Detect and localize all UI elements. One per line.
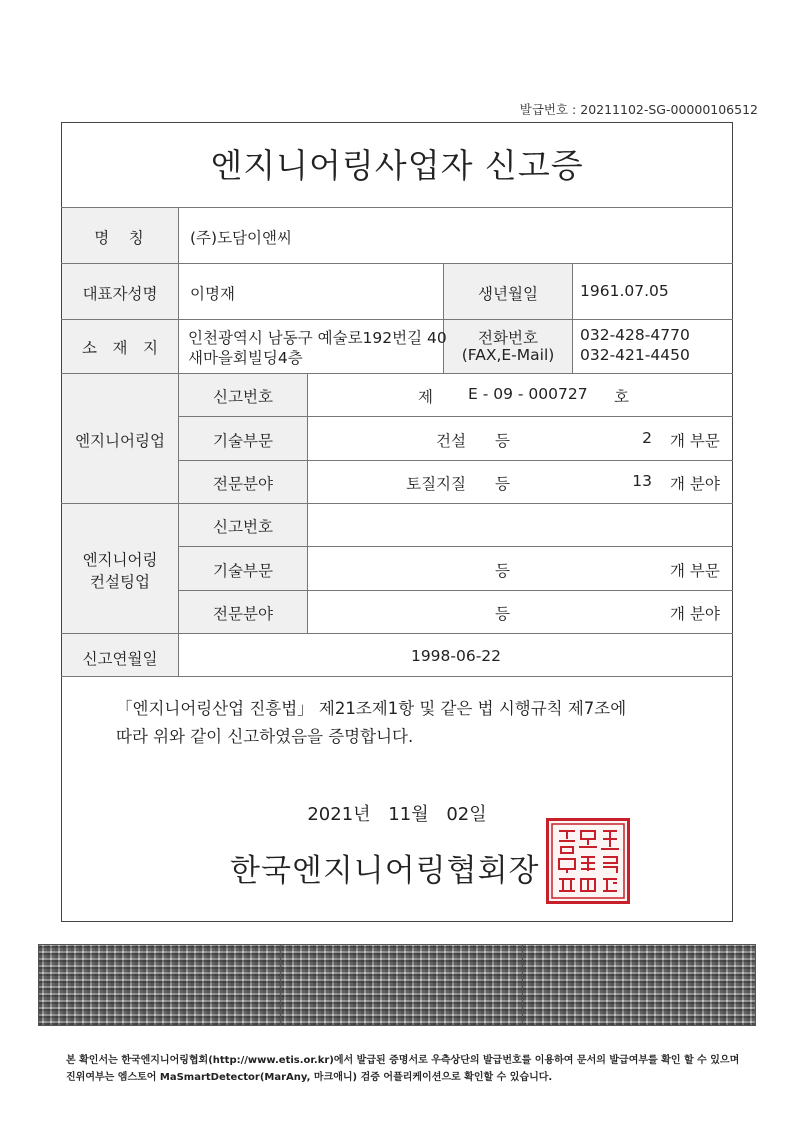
table-top-border bbox=[61, 207, 733, 208]
verification-code-2 bbox=[280, 944, 526, 1026]
certificate-title: 엔지니어링사업자 신고증 bbox=[210, 146, 584, 185]
engineering-spec-count: 13 bbox=[632, 472, 652, 490]
engineering-reg-suffix: 호 bbox=[614, 388, 629, 406]
consulting-tech-unit: 개 부문 bbox=[670, 562, 720, 580]
column-divider bbox=[307, 373, 308, 633]
phone-label-line2: (FAX,E-Mail) bbox=[461, 346, 555, 364]
issue-date-year: 2021년 bbox=[307, 804, 371, 825]
row-divider bbox=[61, 263, 733, 264]
address-line1: 인천광역시 남동구 예술로192번길 40 bbox=[188, 329, 447, 347]
consulting-group-label-line1: 엔지니어링 bbox=[82, 551, 158, 569]
engineering-spec-label: 전문분야 bbox=[213, 475, 273, 493]
footer-line2: 진위여부는 엠스토어 MaSmartDetector(MarAny, 마크애니) 검증 어플리케이션으로 확인할 수 있습니다. bbox=[66, 1072, 553, 1083]
engineering-spec-unit: 개 분야 bbox=[670, 475, 720, 493]
table-bottom-border bbox=[61, 676, 733, 677]
engineering-spec-field: 토질지질 bbox=[406, 475, 466, 493]
engineering-tech-label: 기술부문 bbox=[213, 432, 273, 450]
verification-code-3 bbox=[522, 944, 756, 1026]
company-label: 명 칭 bbox=[94, 229, 146, 247]
phone-label-line1: 전화번호 bbox=[478, 329, 538, 347]
company-value: (주)도담이앤씨 bbox=[190, 229, 292, 247]
engineering-tech-unit: 개 부문 bbox=[670, 432, 720, 450]
issue-date-month: 11월 bbox=[388, 804, 429, 825]
engineering-tech-etc: 등 bbox=[495, 432, 510, 450]
engineering-reg-label: 신고번호 bbox=[213, 388, 273, 406]
engineering-spec-etc: 등 bbox=[495, 475, 510, 493]
row-divider bbox=[61, 373, 733, 374]
engineering-tech-count: 2 bbox=[642, 429, 652, 447]
verification-code-1 bbox=[38, 944, 284, 1026]
engineering-tech-field: 건설 bbox=[436, 432, 466, 450]
consulting-group-label-line2: 컨설팅업 bbox=[90, 573, 150, 591]
birth-value: 1961.07.05 bbox=[580, 282, 669, 300]
statement-line1: 「엔지니어링산업 진흥법」 제21조제1항 및 같은 법 시행규칙 제7조에 bbox=[116, 699, 627, 718]
row-divider bbox=[179, 590, 733, 591]
row-divider bbox=[61, 633, 733, 634]
phone-number-1: 032-428-4770 bbox=[580, 326, 690, 344]
consulting-reg-label: 신고번호 bbox=[213, 518, 273, 536]
column-divider bbox=[572, 263, 573, 373]
consulting-spec-etc: 등 bbox=[495, 605, 510, 623]
consulting-tech-etc: 등 bbox=[495, 562, 510, 580]
consulting-spec-unit: 개 분야 bbox=[670, 605, 720, 623]
birth-label: 생년월일 bbox=[478, 285, 538, 303]
row-divider bbox=[61, 319, 733, 320]
address-line2: 새마을회빌딩4층 bbox=[188, 349, 303, 367]
issue-date-day: 02일 bbox=[446, 804, 487, 825]
consulting-tech-label: 기술부문 bbox=[213, 562, 273, 580]
representative-label: 대표자성명 bbox=[82, 285, 158, 303]
issue-number: 발급번호 : 20211102-SG-00000106512 bbox=[519, 102, 758, 117]
location-label: 소 재 지 bbox=[82, 339, 158, 357]
statement-line2: 따라 위와 같이 신고하였음을 증명합니다. bbox=[116, 727, 414, 746]
representative-value: 이명재 bbox=[190, 285, 235, 303]
phone-number-2: 032-421-4450 bbox=[580, 346, 690, 364]
issuer-name: 한국엔지니어링협회장 bbox=[230, 853, 540, 889]
official-seal bbox=[546, 818, 630, 904]
report-date-value: 1998-06-22 bbox=[410, 647, 502, 665]
seal-graphic bbox=[549, 821, 627, 901]
report-date-label: 신고연월일 bbox=[82, 650, 158, 668]
footer-notice bbox=[66, 1052, 739, 1086]
footer-line1: 본 확인서는 한국엔지니어링협회(http://www.etis.or.kr)에서 발급된 증명서로 우측상단의 발급번호를 이용하여 문서의 발급여부를 확인 할 수 있으며 bbox=[66, 1055, 740, 1066]
engineering-reg-prefix: 제 bbox=[418, 388, 433, 406]
consulting-spec-label: 전문분야 bbox=[213, 605, 273, 623]
row-divider bbox=[179, 416, 733, 417]
engineering-reg-number: E - 09 - 000727 bbox=[468, 385, 588, 403]
issue-date bbox=[61, 800, 733, 826]
row-divider bbox=[179, 460, 733, 461]
row-divider bbox=[179, 546, 733, 547]
certification-statement bbox=[116, 695, 626, 751]
engineering-group-label: 엔지니어링업 bbox=[75, 432, 165, 450]
row-divider bbox=[61, 503, 733, 504]
